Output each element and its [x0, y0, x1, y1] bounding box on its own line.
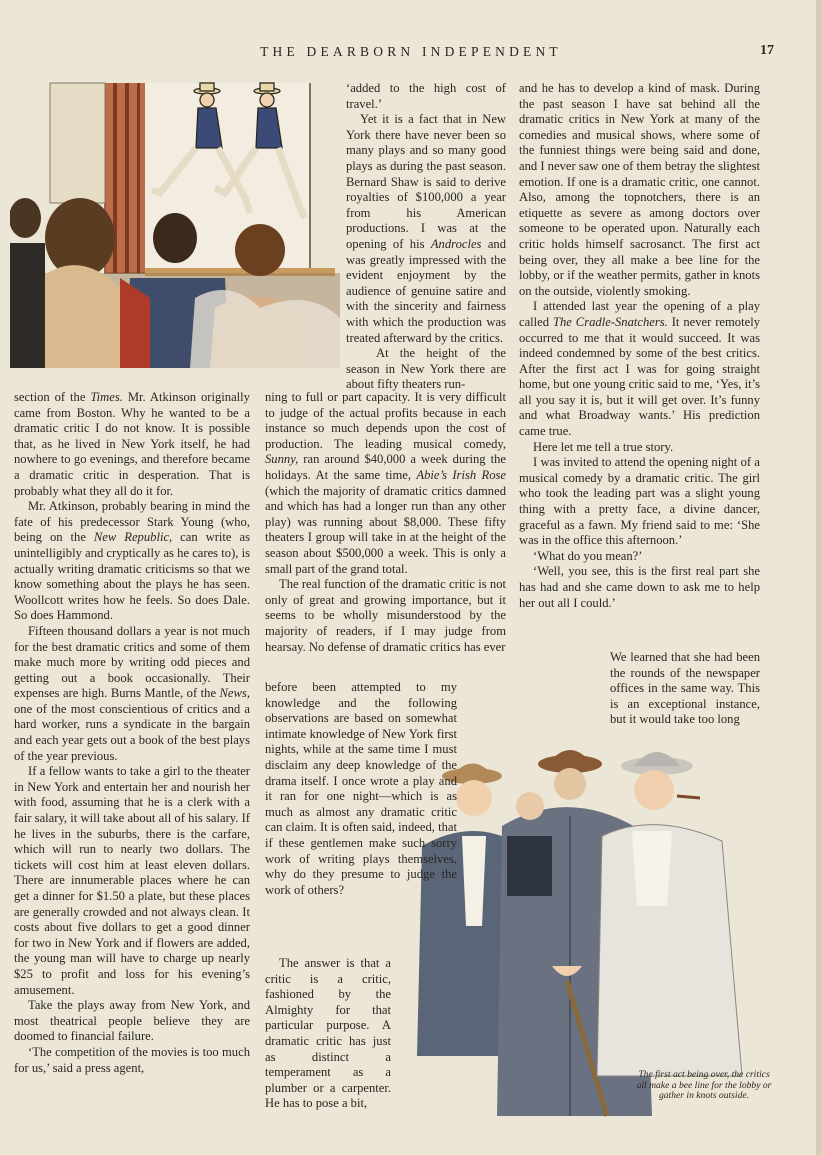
- paragraph: The answer is that a critic is a critic, fashioned by the Almighty for that particular purpose. A dramatic critic has just as distinct a temperament as a plumber or a carpenter. He has to pose a bit,: [265, 956, 391, 1111]
- running-header: [14, 44, 808, 66]
- paragraph: At the height of the season in New York there are about fifty theaters run-: [346, 346, 506, 392]
- paragraph: Yet it is a fact that in New York there have never been so many plays and so many good plays as during the past season. Bernard Shaw is said to derive royalties of $100,000 a year from his American productions. I was at the opening of his Androcles and was greatly impressed with the evident enjoyment by the audience of genuine satire and with the sincerity and fairness with which the production was treated afterward by the critics.: [346, 112, 506, 345]
- publication-title: THE DEARBORN INDEPENDENT: [260, 44, 562, 59]
- paragraph: Mr. Atkinson, probably bearing in mind the fate of his predecessor Stark Young (who, being on the New Republic, can write as unintelligibly and cryptically as he cares to), is actually writing dramatic criticisms so that we know something about the plays he has seen. Woollcott writes how he feels. So does Dale. So does Hammond.: [14, 499, 250, 623]
- column-2-bottom: [265, 956, 391, 1112]
- paragraph: I was invited to attend the opening night of a musical comedy by a dramatic critic. The girl who took the leading part was a slight young thing with a pretty face, a divine dancer, graceful as a fawn. My friend said to me: ‘She was in the office this afternoon.’: [519, 455, 760, 548]
- column-2-narrow: [265, 680, 457, 898]
- column-2: [265, 390, 506, 655]
- paragraph: before been attempted to my knowledge and the following observations are based on somewhat intimate knowledge of New York first nights, while at the same time I must disclaim any deep knowledge of the drama itself. I once wrote a play and it ran for one night—which is as much as almost any dramatic critic can claim. It is often said, indeed, that if these gentlemen make such sorry work of writing plays themselves, why do they presume to judge the work of others?: [265, 680, 457, 897]
- column-2-top: [346, 81, 506, 393]
- paragraph: If a fellow wants to take a girl to the theater in New York and entertain her and nourish her with food, assuming that he is a clerk with a fair salary, it will take about all of his salary. If he lives in the suburbs, there is the carfare, which will run to nearly two dollars. The tickets will cost him at least eleven dollars. There are innumerable places where he can get a dinner for $1.50 a plate, but these places are generally crowded and not always clean. It costs about five dollars to get a good dinner for two in New York and if flowers are added, the young man will have to charge up nearly $25 to profit and loss for his evening’s amusement.: [14, 764, 250, 997]
- illustration-caption: The first act being over, the critics all make a bee line for the lobby or gather in knots outside.: [636, 1069, 772, 1102]
- paragraph: ning to full or part capacity. It is very difficult to judge of the actual profits because in each instance so much depends upon the cost of production. The leading musical comedy, Sunny, ran around $40,000 a week during the holidays. At the same time, Abie’s Irish Rose (which the majority of dramatic critics damned and which has had a longer run than any other play) was running about $8,000. These fifty theaters I group will take in at the height of the season about $500,000 a week. This is only a small part of the grand total.: [265, 390, 506, 576]
- paragraph: The real function of the dramatic critic is not only of great and growing importance, but it seems to be wholly misunderstood by the majority of readers, if I may judge from hearsay. No defense of dramatic critics has ever: [265, 577, 506, 654]
- paragraph: Take the plays away from New York, and most theatrical people believe they are doomed to financial failure.: [14, 998, 250, 1044]
- paragraph: ‘What do you mean?’: [533, 548, 643, 563]
- page-number: 17: [760, 43, 774, 58]
- paragraph: We learned that she had been the rounds of the newspaper offices in the same way. This is an exceptional instance, but it would take too long: [610, 650, 760, 727]
- column-1: [14, 390, 250, 1076]
- paragraph: Fifteen thousand dollars a year is not much for the best dramatic critics and some of them make much more by writing odd pieces and getting out a book occasionally. Their expenses are high. Burns Mantle, of the News, one of the most conscientious of critics and a hard worker, runs a syndicate in the bargain and each year gets out a book of the best plays of the year previous.: [14, 623, 250, 763]
- paragraph: ‘The competition of the movies is too much for us,’ said a press agent,: [14, 1044, 250, 1075]
- paragraph: and he has to develop a kind of mask. During the past season I have sat behind all the dramatic critics in New York at many of the comedies and musical shows, where some of the funniest things were being said and done, and I never saw one of them betray the slightest emotion. If one is a dramatic critic, one cannot. Also, among the topnotchers, there is an etiquette as severe as among doctors over someone to be operated upon. Naturally each critic holds himself sacrosanct. The first act being over, they all make a bee line for the lobby, or if the weather permits, gather in knots on the outside, violently smoking.: [519, 81, 760, 298]
- paragraph: section of the Times. Mr. Atkinson originally came from Boston. Why he wanted to be a dramatic critic I do not know. It is possible that, as he lived in New York itself, he had nowhere to go evenings, and therefore became a dramatic critic in desperation. That is probably what they all do it for.: [14, 390, 250, 498]
- page-edge: [816, 0, 822, 1155]
- theater-illustration: [10, 78, 340, 368]
- column-3: [519, 81, 760, 611]
- paragraph: I attended last year the opening of a play called The Cradle-Snatchers. It never remotely occurred to me that it would succeed. It was indeed condemned by some of the best critics. After the first act I was for going straight home, but one young critic said to me, ‘Yes, it’s all you say it is, but it will get over. It’s funny and what Broadway wants.’ His prediction came true.: [519, 299, 760, 439]
- column-3-narrow: [610, 650, 760, 728]
- paragraph: Here let me tell a true story.: [533, 439, 674, 454]
- paragraph: ‘added to the high cost of travel.’: [346, 81, 506, 111]
- paragraph: ‘Well, you see, this is the first real part she has had and she came down to ask me to help her out all I could.’: [519, 564, 760, 610]
